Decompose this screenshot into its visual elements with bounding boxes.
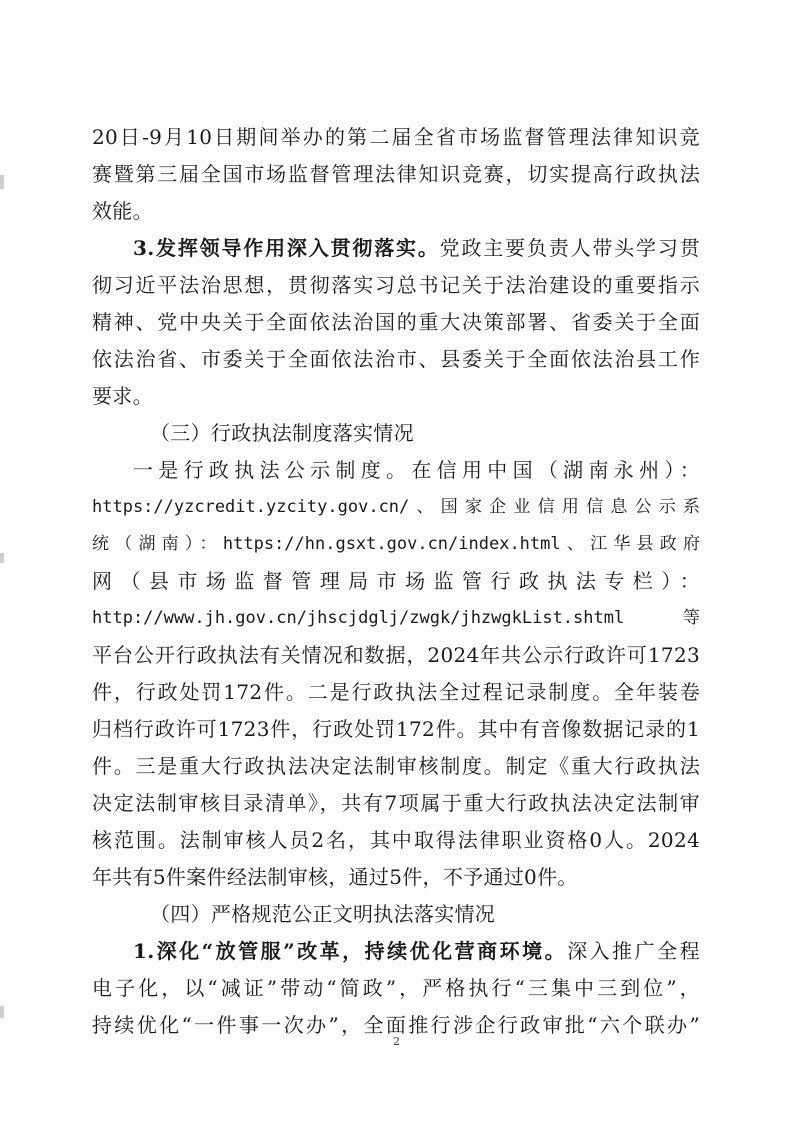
body-line: 电子化，以“减证”带动“简政”，严格执行“三集中三到位”， <box>92 976 700 1000</box>
body-line: 依法治省、市委关于全面依法治市、县委关于全面依法治县工作 <box>92 347 700 371</box>
document-body <box>92 119 700 1044</box>
body-line: 赛暨第三届全国市场监督管理法律知识竞赛，切实提高行政执法 <box>92 162 700 186</box>
page-number: 2 <box>393 1035 400 1048</box>
body-text: 深入推广全程 <box>567 939 700 963</box>
body-line: 要求。 <box>92 384 153 408</box>
subheading-reform: 1.深化“放管服”改革，持续优化营商环境。 <box>133 939 568 963</box>
body-line: 网（县市场监督管理局市场监管行政执法专栏）： <box>92 569 700 593</box>
body-line: 持续优化“一件事一次办”，全面推行涉企行政审批“六个联办” <box>92 1013 700 1037</box>
body-line: http://www.jh.gov.cn/jhscjdglj/zwgk/jhzwgkList.shtml 等 <box>92 608 700 628</box>
body-line: 件，行政处罚172件。二是行政执法全过程记录制度。全年装卷 <box>92 680 700 704</box>
body-line: 效能。 <box>92 199 153 223</box>
body-line: 年共有5件案件经法制审核，通过5件，不予通过0件。 <box>92 865 578 889</box>
body-line: 统（湖南）：https://hn.gsxt.gov.cn/index.html、江华县政府 <box>92 534 700 554</box>
body-line: 一是行政执法公示制度。在信用中国（湖南永州）： <box>133 458 700 482</box>
body-text: 党政主要负责人带头学习贯 <box>439 236 700 260</box>
body-line: 归档行政许可1723件，行政处罚172件。其中有音像数据记录的1 <box>92 717 700 741</box>
body-line: 精神、党中央关于全面依法治国的重大决策部署、省委关于全面 <box>92 310 700 334</box>
scan-edge-mark <box>0 175 4 189</box>
body-line: https://yzcredit.yzcity.gov.cn/、国家企业信用信息公示系 <box>92 497 700 517</box>
body-line: 20日-9月10日期间举办的第二届全省市场监督管理法律知识竞 <box>92 125 700 149</box>
body-line <box>92 230 700 267</box>
body-line <box>92 933 700 970</box>
subheading-leadership: 3.发挥领导作用深入贯彻落实。 <box>133 236 440 260</box>
body-line: 件。三是重大行政执法决定法制审核制度。制定《重大行政执法 <box>92 754 700 778</box>
body-line: 平台公开行政执法有关情况和数据，2024年共公示行政许可1723 <box>92 643 700 667</box>
section-title: （三）行政执法制度落实情况 <box>150 421 414 445</box>
body-line: 决定法制审核目录清单》，共有7项属于重大行政执法决定法制审 <box>92 791 700 815</box>
scan-edge-mark <box>0 553 4 563</box>
body-line: 核范围。法制审核人员2名，其中取得法律职业资格0人。2024 <box>92 828 700 852</box>
section-title: （四）严格规范公正文明执法落实情况 <box>150 902 496 926</box>
scan-edge-mark <box>0 1006 4 1018</box>
body-line: 彻习近平法治思想，贯彻落实习总书记关于法治建设的重要指示 <box>92 273 700 297</box>
